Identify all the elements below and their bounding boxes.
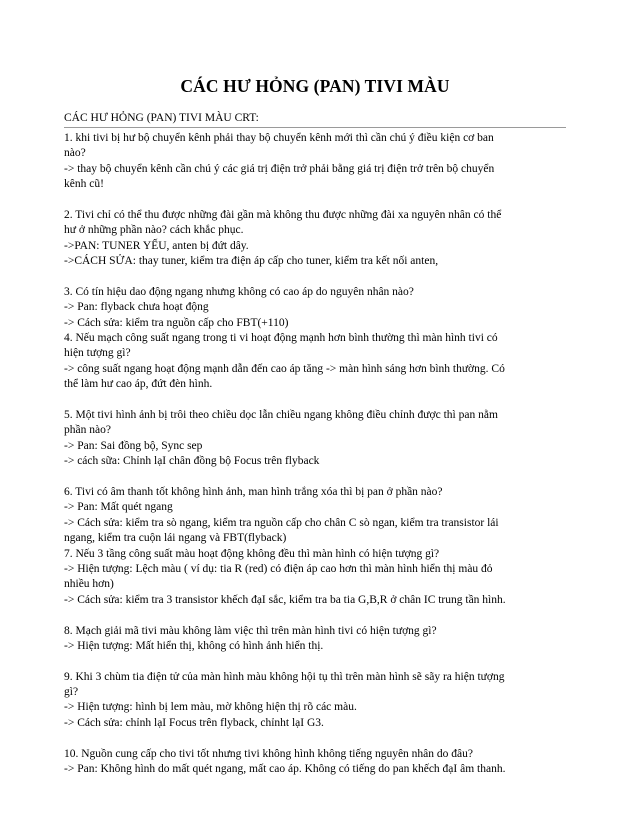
- text-line: -> Cách sửa: chỉnh lạI Focus trên flyback, chỉnht lạI G3.: [64, 716, 324, 729]
- text-line: -> Pan: Sai đồng bộ, Sync sep: [64, 439, 203, 452]
- text-line: -> cách sữa: Chỉnh lạI chân đồng bộ Focus trên flyback: [64, 455, 320, 468]
- text-line: ngang, kiểm tra cuộn lái ngang và FBT(flyback): [64, 532, 287, 545]
- text-line: -> Pan: flyback chưa hoạt động: [64, 301, 209, 314]
- text-line: -> công suất ngang hoạt động mạnh dẫn đến cao áp tăng -> màn hình sáng hơn bình thường. Có: [64, 362, 505, 375]
- blank-line: [64, 270, 564, 285]
- text-line: nào?: [64, 147, 86, 160]
- blank-line: [64, 654, 564, 669]
- text-line: 6. Tivi có âm thanh tốt không hình ảnh, man hình trắng xóa thì bị pan ở phần nào?: [64, 485, 443, 498]
- text-line: thể làm hư cao áp, đứt đèn hình.: [64, 378, 213, 391]
- text-line: -> Pan: Không hình do mất quét ngang, mất cao áp. Không có tiếng do pan khếch đạI âm thanh.: [64, 763, 506, 776]
- text-line: ->PAN: TUNER YẾU, anten bị đứt dây.: [64, 239, 249, 252]
- text-line: 9. Khi 3 chùm tia điện tử của màn hình màu không hội tụ thì trên màn hình sẽ sãy ra hiện tượng: [64, 670, 505, 683]
- text-line: 4. Nếu mạch công suất ngang trong ti vi hoạt động mạnh hơn bình thường thì màn hình tivi có: [64, 332, 498, 345]
- text-line: -> Hiện tượng: hình bị lem màu, mờ không hiện thị rõ các màu.: [64, 701, 357, 714]
- text-line: 1. khi tivi bị hư bộ chuyển kênh phải thay bộ chuyển kênh mới thì cần chú ý điều kiện cơ ban: [64, 132, 494, 144]
- text-line: -> Hiện tượng: Mất hiển thị, không có hình ảnh hiển thị.: [64, 639, 324, 652]
- text-line: 8. Mạch giải mã tivi màu không làm việc thì trên màn hình tivi có hiện tượng gì?: [64, 624, 437, 637]
- divider-line: [64, 127, 566, 128]
- text-line: nhiều hơn): [64, 578, 114, 591]
- text-line: phần nào?: [64, 424, 111, 437]
- text-line: -> Hiện tượng: Lệch màu ( ví dụ: tia R (red) có điện áp cao hơn thì màn hình hiển thị màu đỏ: [64, 562, 493, 575]
- text-line: -> Cách sửa: kiểm tra sò ngang, kiểm tra nguồn cấp cho chân C sò ngan, kiểm tra transistor lái: [64, 516, 499, 529]
- text-line: kênh cũ!: [64, 178, 104, 191]
- blank-line: [64, 393, 564, 408]
- text-line: -> Cách sửa: kiểm tra 3 transistor khếch đạI sắc, kiểm tra ba tia G,B,R ở chân IC trung tần hình.: [64, 593, 506, 606]
- text-line: gì?: [64, 686, 79, 699]
- blank-line: [64, 731, 564, 746]
- text-line: 5. Một tivi hình ảnh bị trôi theo chiều dọc lẫn chiều ngang không điều chỉnh được thì pan nằm: [64, 409, 498, 422]
- text-line: -> Cách sửa: kiểm tra nguồn cấp cho FBT(+110): [64, 316, 289, 329]
- document-body: [64, 131, 564, 777]
- text-line: 2. Tivi chỉ có thể thu được những đài gần mà không thu được những đài xa nguyên nhân có thể: [64, 208, 502, 221]
- text-line: hiện tượng gì?: [64, 347, 131, 360]
- blank-line: [64, 193, 564, 208]
- text-line: 3. Có tín hiệu dao động ngang nhưng không có cao áp do nguyên nhân nào?: [64, 285, 414, 298]
- text-line: 7. Nếu 3 tầng công suất màu hoạt động không đều thì màn hình có hiện tượng gì?: [64, 547, 440, 560]
- text-line: -> Pan: Mất quét ngang: [64, 501, 173, 514]
- text-line: -> thay bộ chuyển kênh cần chú ý các giá trị điện trở phải bằng giá trị điện trở trên bộ chuyển: [64, 162, 495, 175]
- document-subtitle: CÁC HƯ HỎNG (PAN) TIVI MÀU CRT:: [64, 112, 259, 124]
- text-line: ->CÁCH SỬA: thay tuner, kiểm tra điện áp cấp cho tuner, kiểm tra kết nối anten,: [64, 255, 439, 268]
- document-title: CÁC HƯ HỎNG (PAN) TIVI MÀU: [180, 76, 450, 96]
- text-line: 10. Nguồn cung cấp cho tivi tốt nhưng tivi không hình không tiếng nguyên nhân do đâu?: [64, 747, 473, 760]
- text-line: hư ở những phần nào? cách khắc phục.: [64, 224, 244, 237]
- blank-line: [64, 608, 564, 623]
- blank-line: [64, 470, 564, 485]
